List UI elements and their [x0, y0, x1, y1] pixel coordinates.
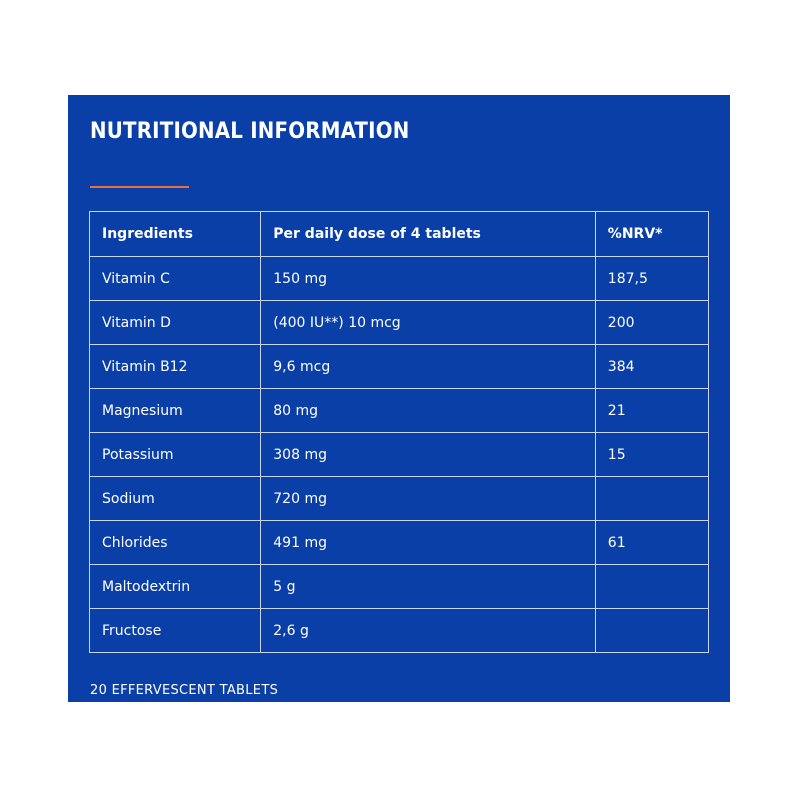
ingredient-nrv: [595, 565, 708, 609]
nutrition-panel: [68, 95, 730, 702]
ingredient-name: Fructose: [90, 609, 261, 653]
ingredient-nrv: 384: [595, 345, 708, 389]
ingredient-nrv: [595, 609, 708, 653]
table-row: [90, 477, 709, 521]
ingredient-name: Chlorides: [90, 521, 261, 565]
ingredient-dose: 80 mg: [261, 389, 596, 433]
table-header-row: [90, 212, 709, 257]
ingredient-nrv: 200: [595, 301, 708, 345]
ingredient-name: Vitamin B12: [90, 345, 261, 389]
table-row: [90, 521, 709, 565]
nutrition-table: [89, 211, 709, 653]
ingredient-name: Vitamin D: [90, 301, 261, 345]
ingredient-nrv: 21: [595, 389, 708, 433]
ingredient-dose: 9,6 mcg: [261, 345, 596, 389]
ingredient-nrv: 61: [595, 521, 708, 565]
header-daily-dose: Per daily dose of 4 tablets: [261, 212, 596, 257]
table-row: [90, 345, 709, 389]
ingredient-dose: 5 g: [261, 565, 596, 609]
ingredient-name: Magnesium: [90, 389, 261, 433]
ingredient-nrv: 187,5: [595, 257, 708, 301]
table-row: [90, 565, 709, 609]
ingredient-name: Maltodextrin: [90, 565, 261, 609]
section-title: NUTRITIONAL INFORMATION: [90, 119, 410, 144]
ingredient-nrv: 15: [595, 433, 708, 477]
header-nrv: %NRV*: [595, 212, 708, 257]
ingredient-name: Potassium: [90, 433, 261, 477]
ingredient-dose: 308 mg: [261, 433, 596, 477]
header-ingredients: Ingredients: [90, 212, 261, 257]
ingredient-name: Sodium: [90, 477, 261, 521]
table-row: [90, 389, 709, 433]
ingredient-dose: 720 mg: [261, 477, 596, 521]
ingredient-nrv: [595, 477, 708, 521]
ingredient-dose: 150 mg: [261, 257, 596, 301]
ingredient-name: Vitamin C: [90, 257, 261, 301]
table-row: [90, 301, 709, 345]
title-accent-divider: [90, 186, 189, 188]
ingredient-dose: 2,6 g: [261, 609, 596, 653]
table-row: [90, 433, 709, 477]
package-note: 20 EFFERVESCENT TABLETS: [90, 683, 279, 698]
table-row: [90, 609, 709, 653]
ingredient-dose: 491 mg: [261, 521, 596, 565]
table-row: [90, 257, 709, 301]
ingredient-dose: (400 IU**) 10 mcg: [261, 301, 596, 345]
